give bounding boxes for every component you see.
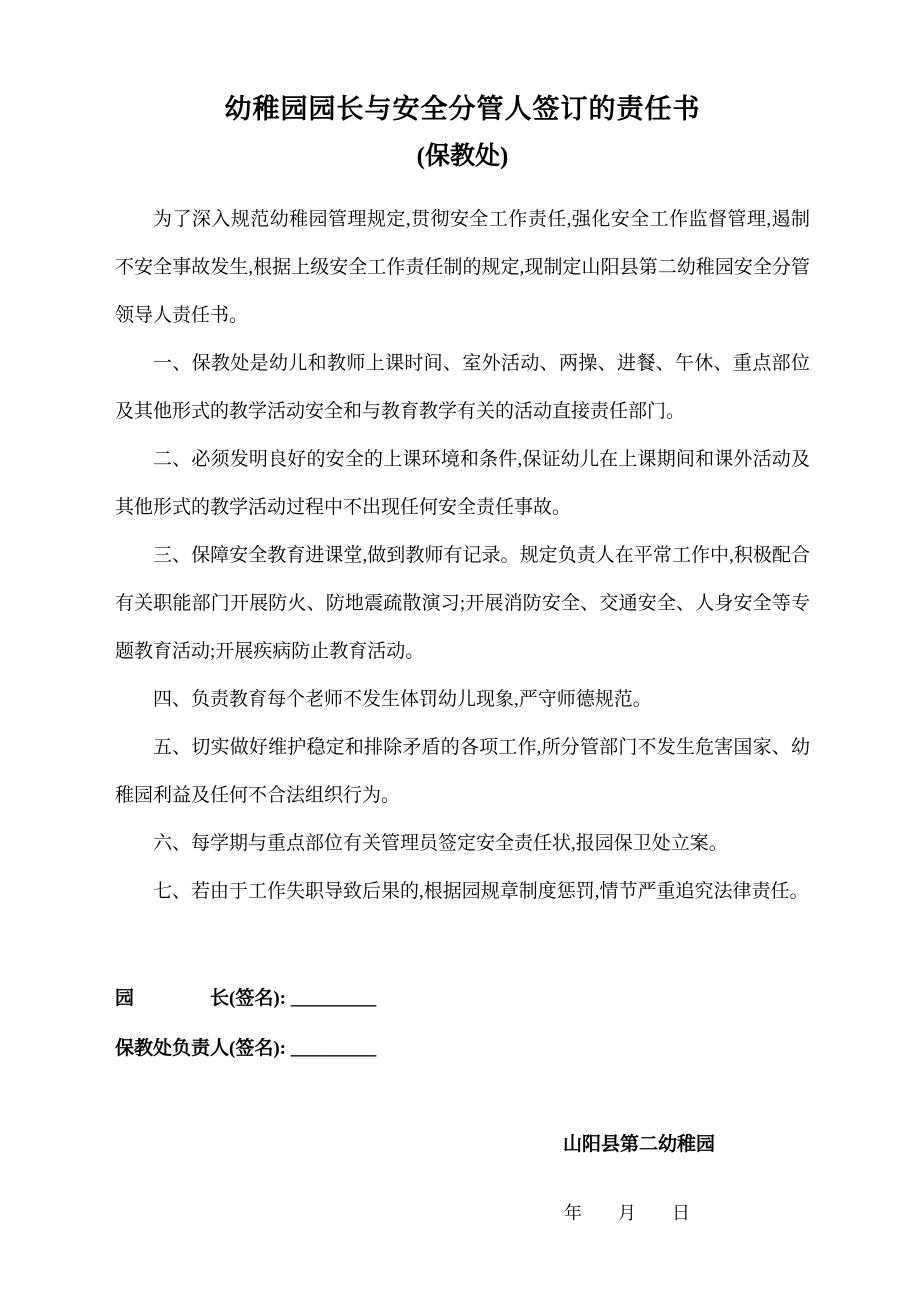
principal-signature-line: 园 长(签名): _________ — [115, 987, 377, 1009]
paragraph-item-6: 六、每学期与重点部位有关管理员签定安全责任状,报园保卫处立案。 — [153, 832, 728, 854]
date-line: 年 月 日 — [564, 1202, 690, 1223]
paragraph-item-4: 四、负责教育每个老师不发生体罚幼儿现象,严守师德规范。 — [153, 688, 652, 710]
document-title: 幼稚园园长与安全分管人签订的责任书 — [224, 94, 701, 124]
document-body — [115, 196, 810, 916]
paragraph-intro: 为了深入规范幼稚园管理规定,贯彻安全工作责任,强化安全工作监督管理,遏制不安全事故发生,根据上级安全工作责任制的规定,现制定山阳县第二幼稚园安全分管领导人责任书。 — [115, 208, 810, 326]
paragraph-item-7: 七、若由于工作失职导致后果的,根据园规章制度惩罚,情节严重追究法律责任。 — [153, 880, 809, 902]
paragraph-item-2: 二、必须发明良好的安全的上课环境和条件,保证幼儿在上课期间和课外活动及其他形式的教学活动过程中不出现任何安全责任事故。 — [115, 448, 810, 518]
manager-signature-line: 保教处负责人(签名): _________ — [115, 1037, 377, 1059]
organization-name: 山阳县第二幼稚园 — [562, 1133, 715, 1155]
paragraph-item-1: 一、保教处是幼儿和教师上课时间、室外活动、两操、进餐、午休、重点部位及其他形式的教学活动安全和与教育教学有关的活动直接责任部门。 — [115, 352, 810, 422]
paragraph-item-3: 三、保障安全教育进课堂,做到教师有记录。规定负责人在平常工作中,积极配合有关职能部门开展防火、防地震疏散演习;开展消防安全、交通安全、人身安全等专题教育活动;开展疾病防止教育活动。 — [115, 544, 810, 662]
document-footer — [115, 1130, 810, 1228]
signature-block — [115, 974, 810, 1074]
document-subtitle: (保教处) — [416, 143, 509, 171]
paragraph-item-5: 五、切实做好维护稳定和排除矛盾的各项工作,所分管部门不发生危害国家、幼稚园利益及任何不合法组织行为。 — [115, 736, 810, 806]
